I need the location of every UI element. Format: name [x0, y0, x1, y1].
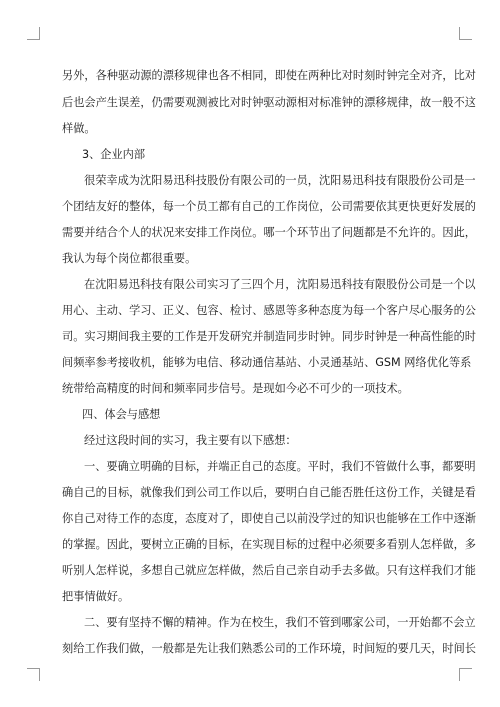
body-text-line: 另外，各种驱动源的漂移规律也各不相同，即使在两种比对时刻时钟完全对齐，比对 — [62, 69, 476, 82]
body-text-line: 用心、主动、学习、正义、包容、检讨、感恩等多种态度为每一个客户尽心服务的公 — [62, 304, 476, 317]
body-text-line: 需要并结合个人的状况来安排工作岗位。哪一个环节出了问题都是不允许的。因此， — [62, 226, 476, 239]
section-heading: 3、企业内部 — [82, 148, 146, 161]
body-text-line: 个团结友好的整体，每一个员工都有自己的工作岗位，公司需要依其更快更好发展的 — [62, 200, 476, 213]
section-heading: 四、体会与感想 — [82, 408, 161, 421]
body-text-line: 间频率参考接收机，能够为电信、移动通信基站、小灵通基站、GSM 网络优化等系 — [62, 356, 472, 369]
crop-mark-top-right — [459, 27, 472, 40]
body-text-line: 把事情做好。 — [62, 590, 130, 603]
body-text-line: 很荣幸成为沈阳易迅科技股份有限公司的一员，沈阳易迅科技有限股份公司是一 — [84, 174, 476, 187]
body-text-line: 经过这段时间的实习，我主要有以下感想： — [84, 434, 297, 447]
body-text-line: 刻给工作我们做，一般都是先让我们熟悉公司的工作环境，时间短的要几天，时间长 — [62, 642, 476, 655]
body-text-line: 后也会产生误差，仍需要观测被比对时钟驱动源相对标准钟的漂移规律，故一般不这 — [62, 96, 476, 109]
body-text-line: 在沈阳易迅科技有限公司实习了三四个月，沈阳易迅科技有限股份公司是一个以 — [84, 278, 476, 291]
body-text-line: 一、要确立明确的目标，并端正自己的态度。平时，我们不管做什么事，都要明 — [84, 460, 476, 473]
body-text-line: 统带给高精度的时间和频率同步信号。是现如今必不可少的一项技术。 — [62, 382, 409, 395]
body-text-line: 确自己的目标，就像我们到公司工作以后，要明白自己能否胜任这份工作，关键是看 — [62, 486, 476, 499]
crop-mark-bottom-right — [459, 668, 472, 681]
crop-mark-bottom-left — [27, 668, 40, 681]
body-text-line: 我认为每个岗位都很重要。 — [62, 252, 197, 265]
body-text-line: 司。实习期间我主要的工作是开发研究并制造同步时钟。同步时钟是一种高性能的时 — [62, 330, 476, 343]
body-text-line: 样做。 — [62, 122, 96, 135]
body-text-line: 你自己对待工作的态度，态度对了，即使自己以前没学过的知识也能够在工作中逐渐 — [62, 512, 476, 525]
body-text-line: 听别人怎样说，多想自己就应怎样做，然后自己亲自动手去多做。只有这样我们才能 — [62, 564, 476, 577]
body-text-line: 的掌握。因此，要树立正确的目标，在实现目标的过程中必须要多看别人怎样做，多 — [62, 538, 476, 551]
crop-mark-top-left — [27, 27, 40, 40]
body-text-line: 二、要有坚持不懈的精神。作为在校生，我们不管到哪家公司，一开始都不会立 — [84, 616, 476, 629]
